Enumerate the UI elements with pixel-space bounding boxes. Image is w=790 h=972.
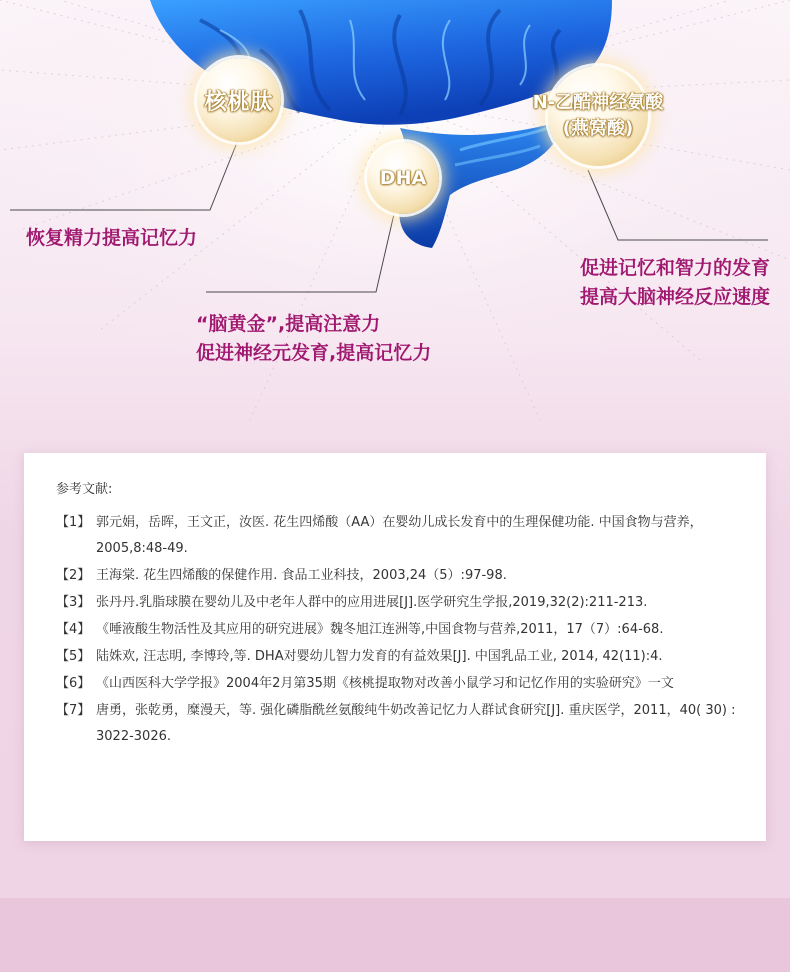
reference-text: 郭元娟，岳晖，王文正，汝医. 花生四烯酸（AA）在婴幼儿成长发育中的生理保健功能. 中国食物与营养，2005,8:48-49. <box>96 515 703 556</box>
reference-number: 【3】 <box>56 595 91 610</box>
dha-label: DHA <box>379 167 427 189</box>
dha-benefit-line-1: “脑黄金”,提高注意力 <box>196 313 381 335</box>
reference-text: 《唾液酸生物活性及其应用的研究进展》魏冬旭江连洲等,中国食物与营养,2011，17（7）:64-68. <box>96 622 664 637</box>
reference-number: 【7】 <box>56 703 91 718</box>
sialic-acid-benefit-caption <box>548 254 770 312</box>
reference-text: 王海棠. 花生四烯酸的保健作用. 食品工业科技，2003,24（5）:97-98. <box>96 568 507 583</box>
reference-item <box>56 590 736 616</box>
walnut-benefit-text: 恢复精力提高记忆力 <box>26 227 198 249</box>
dha-benefit-caption <box>196 310 431 368</box>
sialic-acid-badge <box>532 66 664 166</box>
reference-number: 【6】 <box>56 676 91 691</box>
sialic-acid-benefit-line-2: 提高大脑神经反应速度 <box>579 286 770 308</box>
dha-benefit-line-2: 促进神经元发育,提高记忆力 <box>196 342 432 364</box>
reference-text: 陆姝欢, 汪志明, 李博玲,等. DHA对婴幼儿智力发育的有益效果[J]. 中国乳品工业, 2014, 42(11):4. <box>96 649 663 664</box>
reference-item <box>56 510 736 562</box>
reference-item <box>56 671 736 697</box>
reference-item <box>56 563 736 589</box>
hero-section <box>0 0 790 440</box>
reference-text: 张丹丹.乳脂球膜在婴幼儿及中老年人群中的应用进展[J].医学研究生学报,2019,32(2):211-213. <box>96 595 648 610</box>
footer-band <box>0 898 790 972</box>
dha-badge <box>367 142 439 214</box>
reference-text: 《山西医科大学学报》2004年2月第35期《核桃提取物对改善小鼠学习和记忆作用的实验研究》一文 <box>96 676 674 691</box>
references-title: 参考文献: <box>56 482 113 497</box>
reference-number: 【2】 <box>56 568 91 583</box>
walnut-benefit-caption <box>26 224 197 253</box>
reference-item <box>56 617 736 643</box>
sialic-acid-sublabel: (燕窝酸) <box>562 118 634 139</box>
reference-item <box>56 644 736 670</box>
references-card <box>24 453 766 841</box>
reference-text: 唐勇，张乾勇，糜漫天，等. 强化磷脂酰丝氨酸纯牛奶改善记忆力人群试食研究[J]. 重庆医学，2011，40( 30) : 3022-3026. <box>96 703 736 744</box>
walnut-peptide-badge <box>197 58 281 142</box>
sialic-acid-benefit-line-1: 促进记忆和智力的发育 <box>579 257 770 279</box>
reference-number: 【5】 <box>56 649 91 664</box>
reference-item <box>56 698 736 750</box>
reference-number: 【4】 <box>56 622 91 637</box>
leader-lines <box>0 0 790 440</box>
reference-number: 【1】 <box>56 515 91 530</box>
sialic-acid-label: N-乙酷神经氨酸 <box>532 92 664 113</box>
walnut-peptide-label: 核桃肽 <box>204 89 274 115</box>
